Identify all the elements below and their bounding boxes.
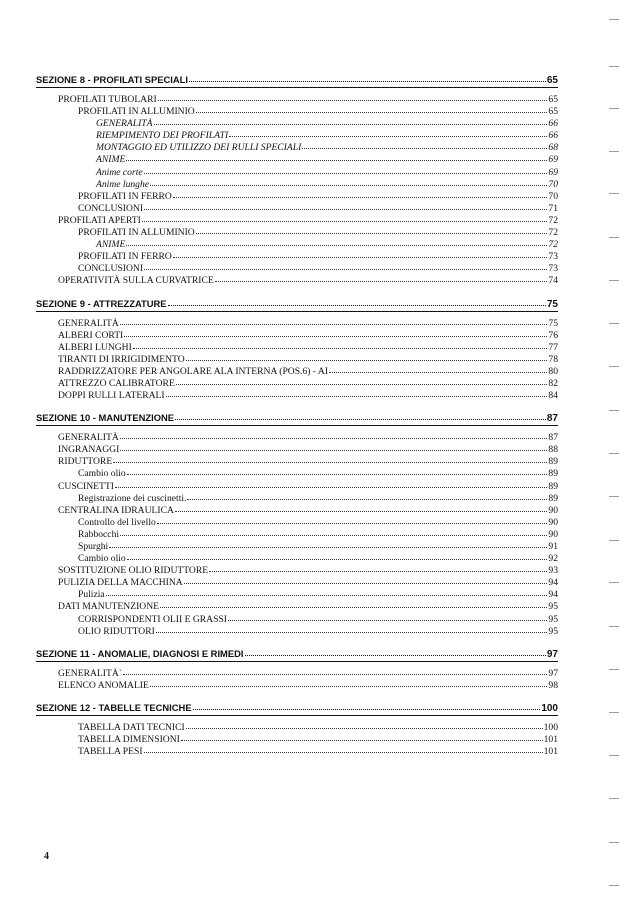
toc-entry-title: ANIME: [96, 239, 126, 251]
section-heading-page: 65: [546, 75, 558, 86]
toc-entry-page: 90: [548, 516, 558, 528]
section-gap: [36, 288, 558, 297]
toc-entry: [36, 668, 558, 680]
toc-entry-page: 72: [548, 214, 558, 226]
toc-entry-page: 100: [543, 721, 558, 733]
toc-entry: [36, 179, 558, 191]
toc-entry: [36, 154, 558, 166]
toc-entry-page: 93: [548, 565, 558, 577]
binding-mark: [609, 237, 619, 238]
section-heading-title: SEZIONE 9 - ATTREZZATURE: [36, 297, 167, 309]
dot-leader: [184, 582, 548, 584]
toc-entry-title: GENERALITÀ: [58, 317, 119, 329]
toc-entry-title: RIEMPIMENTO DEI PROFILATI: [96, 130, 229, 142]
toc-entry: [36, 577, 558, 589]
binding-mark: [609, 453, 619, 454]
toc-entry-page: 101: [543, 734, 558, 746]
dot-leader: [142, 220, 548, 222]
toc-entry-page: 73: [548, 263, 558, 275]
toc-entry-title: ATTREZZO CALIBRATORE: [58, 377, 175, 389]
dot-leader: [181, 739, 543, 741]
toc-entry: [36, 505, 558, 517]
section-heading-title: SEZIONE 10 - MANUTENZIONE: [36, 412, 175, 424]
toc-entry: [36, 589, 558, 601]
dot-leader: [120, 437, 548, 439]
toc-entry: [36, 493, 558, 505]
binding-mark: [609, 280, 619, 281]
toc-entry-page: 89: [548, 456, 558, 468]
dot-leader: [215, 280, 548, 282]
toc-entry-title: OLIO RIDUTTORI: [78, 625, 155, 637]
toc-entry: [36, 251, 558, 263]
dot-leader: [157, 522, 548, 524]
toc-entry: [36, 275, 558, 287]
toc-entry-title: PROFILATI IN ALLUMINIO: [78, 227, 195, 239]
toc-entry-title: PROFILATI IN FERRO: [78, 190, 172, 202]
dot-leader: [302, 147, 547, 149]
toc-entry-page: 89: [548, 468, 558, 480]
section-heading: [36, 647, 558, 662]
section-heading: [36, 73, 558, 88]
toc-entry-title: Anime corte: [96, 166, 143, 178]
dot-leader: [127, 473, 548, 475]
dot-leader: [186, 727, 543, 729]
toc-entry-page: 101: [543, 746, 558, 758]
dot-leader: [245, 654, 546, 656]
toc-entry: [36, 106, 558, 118]
toc-entry: [36, 746, 558, 758]
dot-leader: [160, 606, 547, 608]
toc-entry-page: 94: [548, 589, 558, 601]
toc-entry: [36, 239, 558, 251]
toc-entry-title: INGRANAGGI: [58, 444, 120, 456]
toc-entry: [36, 203, 558, 215]
toc-entry-page: 95: [548, 601, 558, 613]
toc-entry: [36, 626, 558, 638]
section-heading-page: 87: [546, 413, 558, 425]
section-gap: [36, 692, 558, 701]
toc-entry-title: Cambio olio: [78, 553, 126, 565]
toc-entry: [36, 529, 558, 541]
dot-leader: [150, 184, 547, 186]
toc-entry-page: 84: [548, 390, 558, 402]
dot-leader: [158, 99, 548, 101]
page-number: 4: [44, 851, 49, 862]
binding-mark: [609, 540, 619, 541]
dot-leader: [120, 449, 547, 451]
toc-entry: [36, 680, 558, 692]
dot-leader: [124, 335, 547, 337]
toc-entry-page: 98: [548, 679, 558, 691]
toc-entry-page: 92: [548, 553, 558, 565]
binding-mark: [609, 410, 619, 411]
dot-leader: [120, 534, 547, 536]
dot-leader: [113, 461, 547, 463]
dot-leader: [144, 751, 543, 753]
dot-leader: [144, 172, 548, 174]
toc-entry-page: 69: [548, 166, 558, 178]
dot-leader: [133, 347, 548, 349]
toc-entry: [36, 191, 558, 203]
toc-entry: [36, 734, 558, 746]
toc-entry-title: TABELLA DIMENSIONI: [78, 734, 180, 746]
toc-entry-title: ALBERI LUNGHI: [58, 341, 132, 353]
toc-entry-page: 74: [548, 275, 558, 287]
dot-leader: [228, 619, 547, 621]
toc-entry-page: 90: [548, 528, 558, 540]
toc-entry-title: RIDUTTORE: [58, 456, 113, 468]
toc-entry: [36, 366, 558, 378]
toc-entry-page: 89: [548, 492, 558, 504]
toc-entry-title: ELENCO ANOMALIE: [58, 679, 149, 691]
toc-entry-title: CENTRALINA IDRAULICA: [58, 504, 174, 516]
toc-entry-title: MONTAGGIO ED UTILIZZO DEI RULLI SPECIALI: [96, 142, 302, 154]
toc-entry-page: 68: [548, 142, 558, 154]
toc-entry-page: 88: [548, 444, 558, 456]
toc-entry-title: ANIME: [96, 154, 126, 166]
section-heading-page: 100: [541, 702, 558, 714]
toc-entry-title: GENERALITÀ`: [58, 667, 122, 679]
toc-entry-title: OPERATIVITÀ SULLA CURVATRICE: [58, 275, 214, 287]
section-heading-title: SEZIONE 11 - ANOMALIE, DIAGNOSI E RIMEDI: [36, 647, 244, 659]
dot-leader: [209, 570, 547, 572]
dot-leader: [144, 268, 547, 270]
toc-entry-page: 70: [548, 178, 558, 190]
dot-leader: [187, 498, 547, 500]
dot-leader: [168, 304, 546, 306]
toc-entry-page: 65: [548, 94, 558, 105]
dot-leader: [127, 558, 548, 560]
toc-entry-title: PROFILATI IN FERRO: [78, 251, 172, 263]
toc-entry-title: PULIZIA DELLA MACCHINA: [58, 577, 183, 589]
toc-entry: [36, 378, 558, 390]
toc-entry-page: 91: [548, 541, 558, 552]
toc-entry: [36, 390, 558, 402]
toc-entry-title: CONCLUSIONI: [78, 263, 144, 275]
toc-entry-title: TIRANTI DI IRRIGIDIMENTO: [58, 353, 185, 365]
binding-mark: [609, 885, 619, 886]
binding-mark: [609, 669, 619, 670]
toc-entry-title: RADDRIZZATORE PER ANGOLARE ALA INTERNA (POS.6) - AI: [58, 365, 329, 377]
toc-entry-title: GENERALITÀ: [96, 118, 153, 130]
toc-entry-title: CUSCINETTI: [58, 480, 114, 492]
dot-leader: [126, 244, 547, 246]
dot-leader: [193, 708, 541, 710]
table-of-contents: [36, 73, 558, 758]
toc-entry-page: 82: [548, 377, 558, 389]
toc-entry-page: 71: [548, 202, 558, 214]
dot-leader: [109, 546, 547, 548]
toc-entry: [36, 468, 558, 480]
toc-entry-page: 95: [548, 613, 558, 625]
dot-leader: [166, 395, 548, 397]
toc-entry: [36, 722, 558, 734]
dot-leader: [123, 673, 547, 675]
binding-mark: [609, 626, 619, 627]
toc-entry-title: Controllo del livello: [78, 516, 156, 528]
toc-entry: [36, 541, 558, 553]
section-heading: [36, 701, 558, 716]
toc-entry: [36, 444, 558, 456]
binding-mark: [609, 798, 619, 799]
toc-entry-title: CORRISPONDENTI OLII E GRASSI: [78, 613, 227, 625]
dot-leader: [186, 359, 548, 361]
toc-entry: [36, 553, 558, 565]
toc-entry-page: 77: [548, 341, 558, 353]
binding-mark: [609, 496, 619, 497]
binding-mark: [609, 19, 619, 20]
toc-entry-page: 69: [548, 154, 558, 166]
toc-entry-title: CONCLUSIONI: [78, 202, 144, 214]
toc-entry-page: 72: [548, 227, 558, 239]
toc-entry-title: DOPPI RULLI LATERALI: [58, 390, 165, 402]
binding-mark: [609, 755, 619, 756]
section-heading-page: 97: [546, 648, 558, 660]
section-heading: [36, 411, 558, 426]
toc-entry-page: 66: [548, 118, 558, 130]
binding-mark: [609, 366, 619, 367]
dot-leader: [156, 631, 548, 633]
toc-entry: [36, 614, 558, 626]
toc-entry-page: 87: [548, 432, 558, 444]
dot-leader: [175, 510, 547, 512]
dot-leader: [175, 418, 546, 420]
toc-entry-title: TABELLA DATI TECNICI: [78, 721, 185, 733]
section-heading-title: SEZIONE 12 - TABELLE TECNICHE: [36, 701, 192, 713]
toc-entry: [36, 354, 558, 366]
toc-entry-page: 94: [548, 577, 558, 589]
binding-mark: [609, 66, 619, 67]
toc-entry: [36, 481, 558, 493]
dot-leader: [329, 371, 547, 373]
toc-entry: [36, 263, 558, 275]
dot-leader: [106, 594, 548, 596]
dot-leader: [173, 196, 548, 198]
toc-entry-title: DATI MANUTENZIONE: [58, 601, 159, 613]
dot-leader: [126, 159, 547, 161]
toc-entry-page: 76: [548, 329, 558, 341]
binding-mark: [609, 193, 619, 194]
toc-entry-title: GENERALITÀ: [58, 432, 119, 444]
toc-entry: [36, 432, 558, 444]
binding-mark: [609, 323, 619, 324]
toc-entry-title: Pulizia: [78, 589, 105, 601]
toc-entry: [36, 517, 558, 529]
section-gap: [36, 402, 558, 411]
toc-entry: [36, 227, 558, 239]
toc-entry-title: Rabbocchi: [78, 528, 120, 540]
toc-entry: [36, 167, 558, 179]
binding-mark: [609, 842, 619, 843]
binding-mark: [609, 108, 619, 109]
dot-leader: [150, 685, 548, 687]
toc-entry: [36, 130, 558, 142]
section-heading-page: 75: [546, 298, 558, 310]
toc-entry-page: 72: [548, 239, 558, 251]
toc-entry-page: 97: [548, 667, 558, 679]
toc-entry: [36, 342, 558, 354]
toc-entry-page: 95: [548, 625, 558, 637]
toc-entry: [36, 94, 558, 106]
toc-entry-title: Registrazione dei cuscinetti.: [78, 492, 187, 504]
toc-entry: [36, 565, 558, 577]
dot-leader: [144, 208, 547, 210]
toc-entry: [36, 142, 558, 154]
toc-entry-page: 90: [548, 504, 558, 516]
binding-mark: [609, 582, 619, 583]
toc-entry-page: 89: [548, 480, 558, 492]
toc-entry-page: 65: [548, 106, 558, 118]
dot-leader: [115, 486, 547, 488]
dot-leader: [154, 123, 548, 125]
dot-leader: [189, 80, 546, 82]
binding-mark: [609, 712, 619, 713]
section-heading: [36, 297, 558, 312]
toc-entry: [36, 601, 558, 613]
toc-entry-title: PROFILATI IN ALLUMINIO: [78, 106, 195, 118]
toc-entry-page: 66: [548, 130, 558, 142]
dot-leader: [196, 111, 548, 113]
dot-leader: [229, 135, 547, 137]
section-gap: [36, 638, 558, 647]
toc-entry-title: PROFILATI TUBOLARI: [58, 94, 157, 105]
section-heading-title: SEZIONE 8 - PROFILATI SPECIALI: [36, 74, 188, 85]
toc-entry-page: 80: [548, 365, 558, 377]
toc-entry-title: TABELLA PESI: [78, 746, 143, 758]
toc-entry: [36, 118, 558, 130]
toc-entry-page: 73: [548, 251, 558, 263]
toc-entry: [36, 330, 558, 342]
dot-leader: [120, 323, 548, 325]
dot-leader: [176, 383, 548, 385]
toc-entry-page: 75: [548, 317, 558, 329]
toc-entry-page: 78: [548, 353, 558, 365]
toc-entry-page: 70: [548, 190, 558, 202]
toc-entry-title: PROFILATI APERTI: [58, 214, 141, 226]
toc-entry-title: SOSTITUZIONE OLIO RIDUTTORE: [58, 565, 209, 577]
dot-leader: [196, 232, 548, 234]
toc-entry-title: ALBERI CORTI: [58, 329, 124, 341]
dot-leader: [173, 256, 548, 258]
toc-entry-title: Anime lunghe: [96, 178, 150, 190]
binding-mark: [609, 151, 619, 152]
toc-entry: [36, 215, 558, 227]
toc-entry-title: Spurghi: [78, 541, 109, 552]
toc-entry: [36, 318, 558, 330]
toc-entry: [36, 456, 558, 468]
toc-entry-title: Cambio olio: [78, 468, 126, 480]
